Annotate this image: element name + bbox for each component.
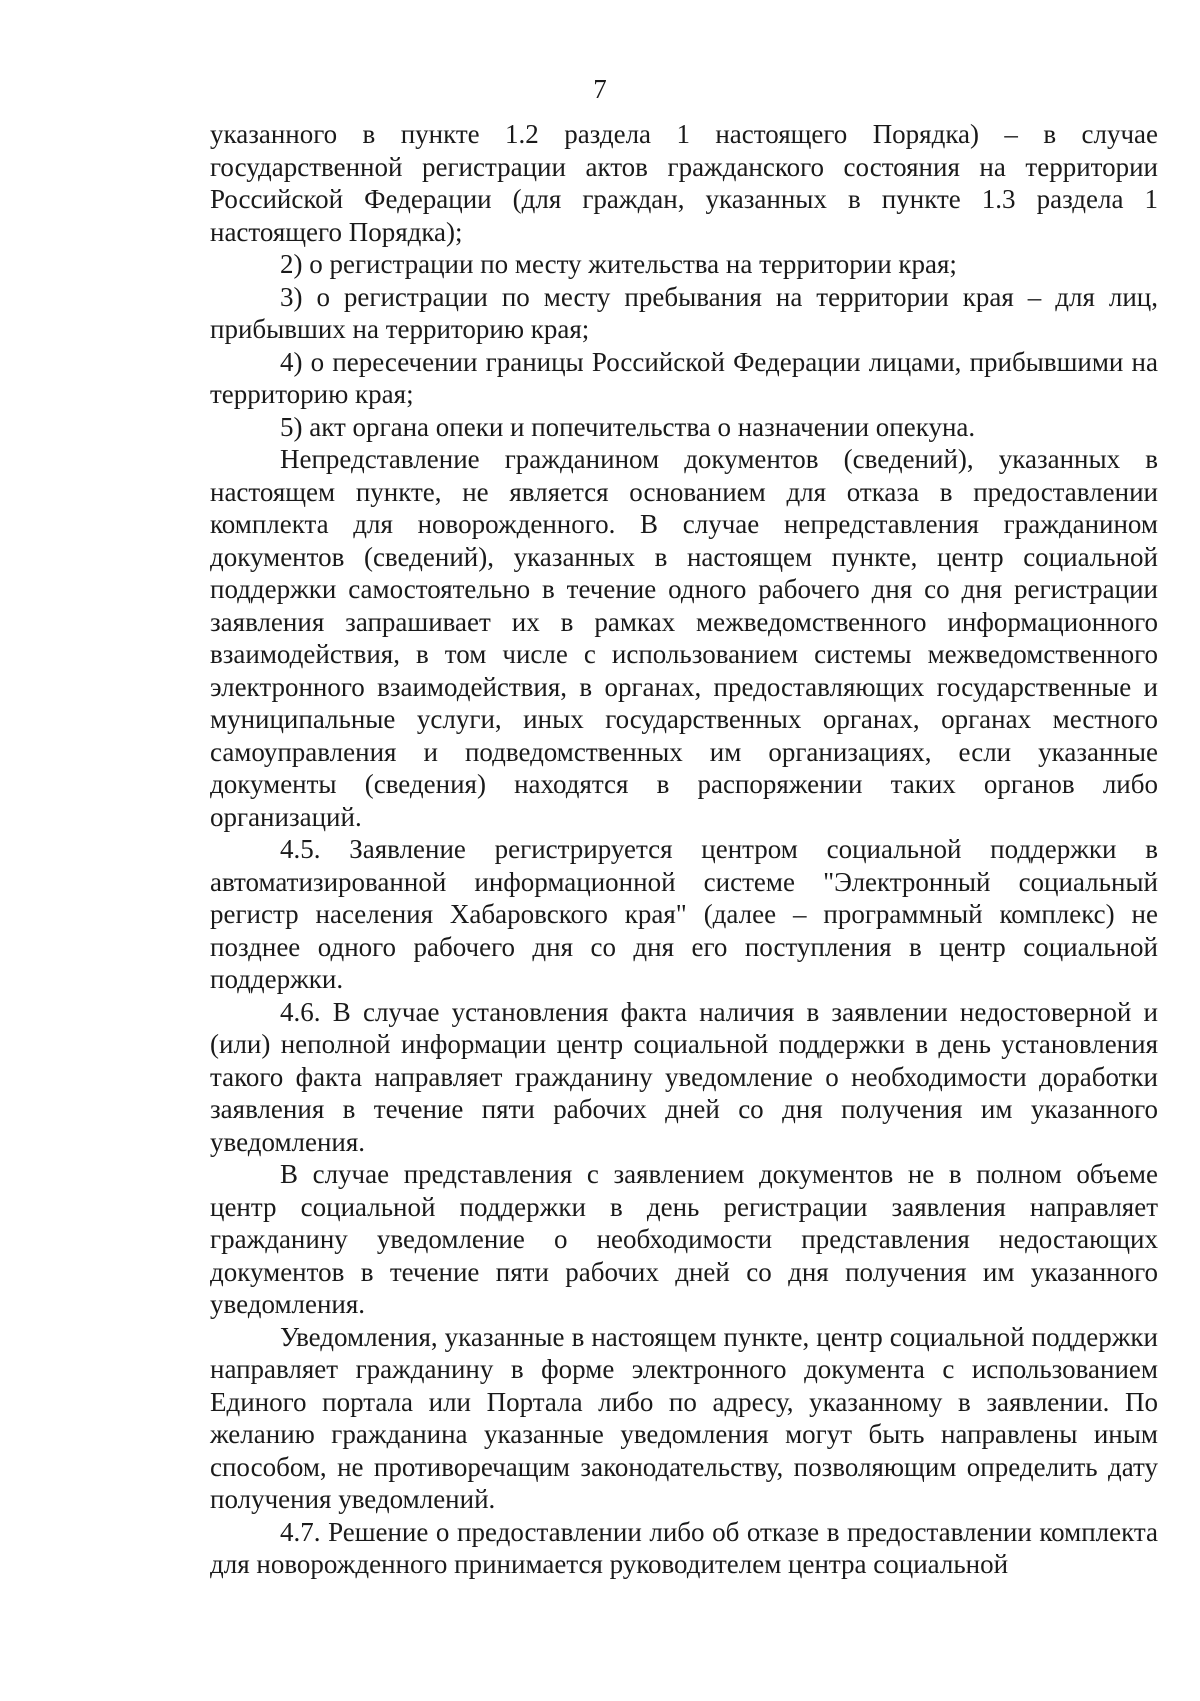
paragraph-non-submission: Непредставление гражданином документов (сведений), указанных в настоящем пункте, не является основанием для отказа в предоставлении комплекта для новорожденного. В случае непредставления гражданином документов (сведений), указанных в настоящем пункте, центр социальной поддержки самостоятельно в течение одного рабочего дня со дня регистрации заявления запрашивает их в рамках межведомственного информационного взаимодействия, в том числе с использованием системы межведомственного электронного взаимодействия, в органах, предоставляющих государственные и муниципальные услуги, иных государственных органах, органах местного самоуправления и подведомственных им организациях, если указанные документы (сведения) находятся в распоряжении таких органов либо организаций. — [210, 444, 1158, 832]
clause-4-6: 4.6. В случае установления факта наличия в заявлении недостоверной и (или) неполной информации центр социальной поддержки в день установления такого факта направляет гражданину уведомление о необходимости доработки заявления в течение пяти рабочих дней со дня получения им указанного уведомления. — [210, 996, 1158, 1157]
list-item-3: 3) о регистрации по месту пребывания на территории края – для лиц, прибывших на территорию края; — [210, 281, 1158, 344]
clause-4-7: 4.7. Решение о предоставлении либо об отказе в предоставлении комплекта для новорожденного принимается руководителем центра социальной — [210, 1516, 1158, 1579]
paragraph-continuation: указанного в пункте 1.2 раздела 1 настоящего Порядка) – в случае государственной регистрации актов гражданского состояния на территории Российской Федерации (для граждан, указанных в пункте 1.3 раздела 1 настоящего Порядка); — [210, 119, 1158, 247]
page-number: 7 — [593, 74, 607, 104]
list-item-4: 4) о пересечении границы Российской Федерации лицами, прибывшими на территорию края; — [210, 346, 1158, 409]
document-body — [210, 118, 1158, 1581]
list-item-2: 2) о регистрации по месту жительства на территории края; — [280, 249, 957, 279]
paragraph-incomplete-documents: В случае представления с заявлением документов не в полном объеме центр социальной поддержки в день регистрации заявления направляет гражданину уведомление о необходимости представления недостающих документов в течение пяти рабочих дней со дня получения им указанного уведомления. — [210, 1159, 1158, 1319]
list-item-5: 5) акт органа опеки и попечительства о назначении опекуна. — [280, 411, 976, 442]
paragraph-notifications: Уведомления, указанные в настоящем пункте, центр социальной поддержки направляет гражданину в форме электронного документа с использованием Единого портала или Портала либо по адресу, указанному в заявлении. По желанию гражданина указанные уведомления могут быть направлены иным способом, не противоречащим законодательству, позволяющим определить дату получения уведомлений. — [210, 1321, 1158, 1514]
clause-4-5: 4.5. Заявление регистрируется центром социальной поддержки в автоматизированной информационной системе "Электронный социальный регистр населения Хабаровского края" (далее – программный комплекс) не позднее одного рабочего дня со дня его поступления в центр социальной поддержки. — [210, 834, 1158, 994]
